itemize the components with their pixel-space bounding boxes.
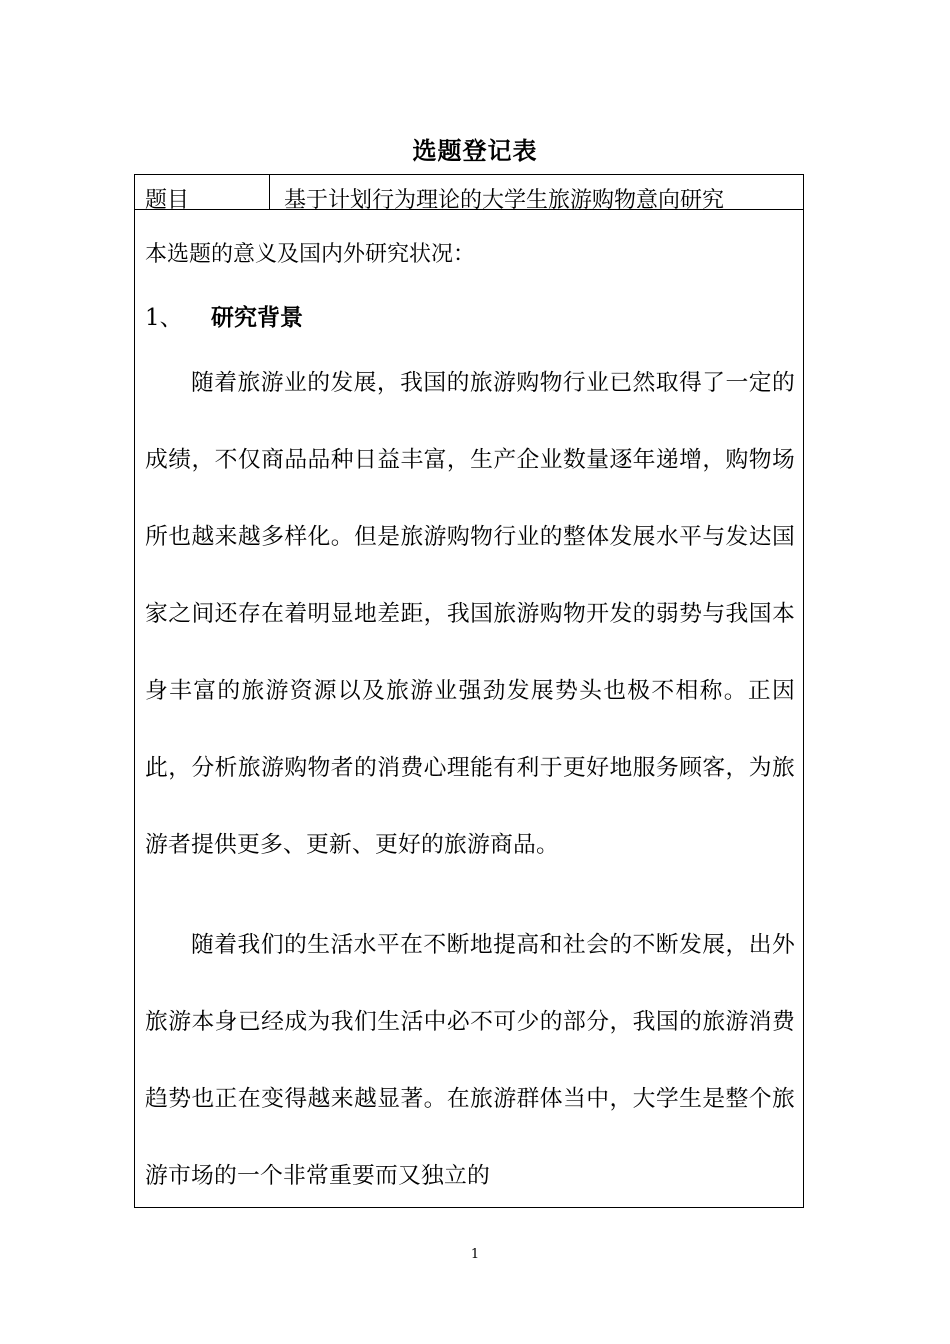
topic-value: 基于计划行为理论的大学生旅游购物意向研究 <box>284 188 725 210</box>
topic-label: 题目 <box>135 175 270 209</box>
section-heading: 本选题的意义及国内外研究状况： <box>145 242 476 267</box>
content-cell <box>145 210 795 1238</box>
topic-row <box>135 175 803 210</box>
body-paragraph: 随着我们的生活水平在不断地提高和社会的不断发展，出外旅游本身已经成为我们生活中必不可少的部分，我国的旅游消费趋势也正在变得越来越显著。在旅游群体当中，大学生是整个旅游市场的一个非常重要而又独立的 <box>145 931 795 1189</box>
registration-table <box>134 174 804 1208</box>
subsection-heading <box>145 303 795 333</box>
body-paragraph: 随着旅游业的发展，我国的旅游购物行业已然取得了一定的成绩，不仅商品品种日益丰富，生产企业数量逐年递增，购物场所也越来越多样化。但是旅游购物行业的整体发展水平与发达国家之间还存在着明显地差距，我国旅游购物开发的弱势与我国本身丰富的旅游资源以及旅游业强劲发展势头也极不相称。正因此，分析旅游购物者的消费心理能有利于更好地服务顾客，为旅游者提供更多、更新、更好的旅游商品。 <box>145 370 795 858</box>
subsection-title: 研究背景 <box>211 304 303 331</box>
subsection-number: 1、 <box>145 305 183 331</box>
page-number: 1 <box>470 1247 480 1262</box>
page-title: 选题登记表 <box>412 136 538 165</box>
